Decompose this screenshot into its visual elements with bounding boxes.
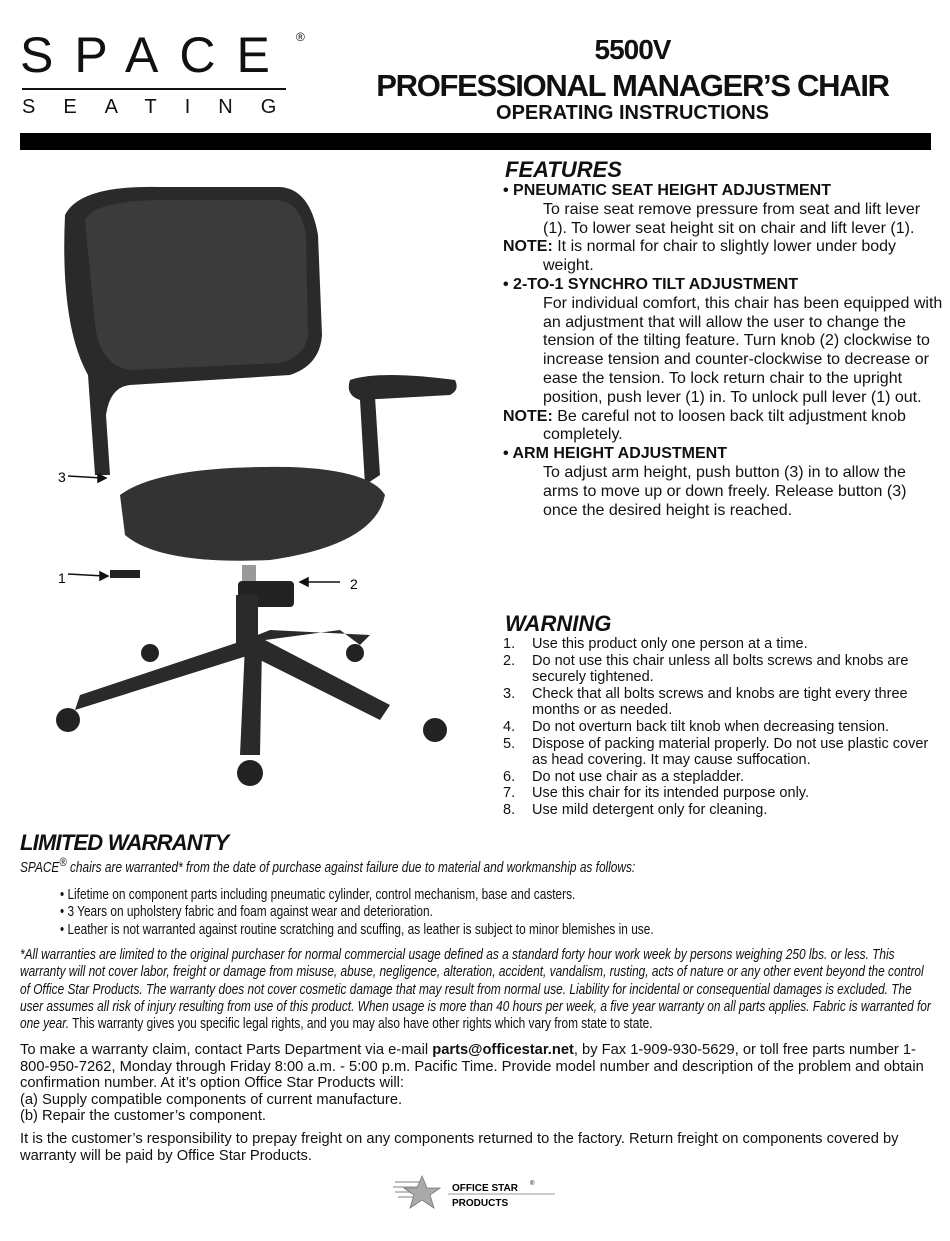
warranty-claim-section [20, 1042, 940, 1170]
item-text: Do not overturn back tilt knob when decreasing tension. [532, 718, 890, 735]
feature-body: To raise seat remove pressure from seat and lift lever (1). To lower seat height sit on chair and lift lever (1). [543, 200, 921, 237]
item-number: 8. [503, 801, 516, 818]
warning-section [503, 612, 943, 819]
warranty-bullets [60, 887, 940, 939]
item-number: 7. [503, 785, 516, 802]
callout-3: 3 [58, 469, 66, 485]
item-text: Do not use this chair unless all bolts screws and knobs are securely tightened. [532, 652, 909, 686]
claim-option-b: (b) Repair the customer’s component. [20, 1108, 266, 1125]
logo-reg: ® [530, 1181, 535, 1187]
note-text: Be careful not to loosen back tilt adjustment knob completely. [543, 407, 906, 444]
note-label: NOTE: [503, 238, 553, 256]
note-label: NOTE: [503, 407, 553, 425]
fine-print-italic: *All warranties are limited to the original purchaser for normal commercial usage defined as a standard forty hour work week by persons weighing 250 lbs. or less. This warranty will not cover labor, freight or damage from misuse, abuse, negligence, alteration, accident, vandalism, rusting, acts of nature or any other event beyond the control of Office Star Products. The warranty does not cover cosmetic damage that may result from normal use. Liability for incidental or consequential damages is excluded. The user assumes all risk of injury resulting from use of this product. When usage is more than 40 hours per week, a five year warranty on all parts applies. Fabric is warranted for one year. [20, 946, 931, 1033]
feature-note [503, 238, 943, 276]
feature-body: To adjust arm height, push button (3) in to allow the arms to move up or down freely. Release button (3) once the desired height is reached. [543, 463, 907, 519]
item-text: Dispose of packing material properly. Do not use plastic cover as head covering. It may cause suffocation. [532, 735, 929, 769]
warning-heading: WARNING [505, 611, 612, 636]
item-number: 6. [503, 768, 516, 785]
logo-divider [22, 88, 286, 90]
item-number: 1. [503, 636, 516, 652]
item-text: Check that all bolts screws and knobs are tight every three months or as needed. [532, 685, 908, 719]
warning-item [503, 736, 943, 769]
claim-option-a: (a) Supply compatible components of current manufacture. [20, 1091, 403, 1108]
warning-item [503, 686, 943, 719]
warranty-fine-print [20, 947, 933, 1033]
registered-mark: ® [59, 855, 67, 869]
item-number: 3. [503, 685, 516, 702]
intro-text: chairs are warranted* from the date of purchase against failure due to material and workmanship as follows: [66, 859, 636, 876]
claim-text: , by Fax 1-909-930-5629, or toll free parts number 1-800-950-7262, Monday through Friday 8:00 a.m. - 5:00 p.m. Pacific Time. Provide model number and description of the problem and obtain confirmation number. At it’s option Office Star Products will: [20, 1042, 924, 1092]
claim-text: To make a warranty claim, contact Parts Department via e-mail [20, 1042, 433, 1058]
item-text: Use this product only one person at a time. [532, 636, 808, 652]
feature-title: • PNEUMATIC SEAT HEIGHT ADJUSTMENT [503, 182, 831, 199]
page-subtitle: OPERATING INSTRUCTIONS [496, 102, 769, 124]
warranty-intro [20, 854, 933, 877]
chair-illustration [40, 175, 480, 795]
warning-item [503, 769, 943, 786]
office-star-logo [390, 1172, 560, 1212]
registered-mark: ® [296, 30, 305, 44]
claim-instructions [20, 1042, 940, 1125]
warranty-heading: LIMITED WARRANTY [20, 830, 229, 855]
warning-item [503, 636, 943, 653]
email-link[interactable]: parts@officestar.net [432, 1042, 574, 1058]
feature-title: • ARM HEIGHT ADJUSTMENT [503, 445, 727, 463]
model-number: 5500V [594, 34, 671, 65]
features-heading: FEATURES [505, 157, 622, 182]
warranty-bullet: • Lifetime on component parts including pneumatic cylinder, control mechanism, base and casters. [60, 887, 576, 904]
note-text: It is normal for chair to slightly lower under body weight. [543, 238, 897, 275]
warning-item [503, 719, 943, 736]
warning-item [503, 802, 943, 819]
callout-2: 2 [350, 576, 358, 592]
header-rule [20, 133, 931, 150]
features-section [503, 158, 943, 520]
callout-1: 1 [58, 570, 66, 586]
item-number: 2. [503, 652, 516, 669]
logo-line1: OFFICE STAR [452, 1183, 518, 1194]
item-text: Use this chair for its intended purpose only. [532, 785, 809, 802]
fine-print-normal: This warranty gives you specific legal rights, and you may also have other rights which vary from state to state. [69, 1016, 653, 1033]
feature-body: For individual comfort, this chair has been equipped with an adjustment that will allow the user to change the tension of the tilting feature. Turn knob (2) clockwise to increase tension and counter-clockwise to decrease or ease the tension. To lock return chair to the upright position, push lever (1) in. To unlock pull lever (1) out. [543, 294, 943, 406]
item-number: 5. [503, 735, 516, 752]
warranty-section [20, 832, 940, 1033]
warning-item [503, 653, 943, 686]
page-title: PROFESSIONAL MANAGER’S CHAIR [376, 68, 889, 103]
feature-title: • 2-TO-1 SYNCHRO TILT ADJUSTMENT [503, 275, 799, 293]
brand-name: SPACE [20, 859, 60, 876]
seating-logo-text: SEATING [22, 96, 305, 118]
item-number: 4. [503, 718, 516, 735]
logo-line2: PRODUCTS [452, 1198, 509, 1209]
star-icon [404, 1176, 440, 1208]
item-text: Do not use chair as a stepladder. [532, 768, 744, 785]
space-logo: SPACE [20, 27, 291, 83]
item-text: Use mild detergent only for cleaning. [532, 801, 768, 818]
warning-item [503, 785, 943, 802]
freight-note: It is the customer’s responsibility to prepay freight on any components returned to the factory. Return freight on components covered by warranty will be paid by Office Star Products. [20, 1130, 899, 1164]
warranty-bullet: • 3 Years on upholstery fabric and foam against wear and deterioration. [60, 904, 433, 921]
warranty-bullet: • Leather is not warranted against routine scratching and scuffing, as leather is subject to minor blemishes in use. [60, 921, 654, 938]
feature-note [503, 408, 943, 446]
